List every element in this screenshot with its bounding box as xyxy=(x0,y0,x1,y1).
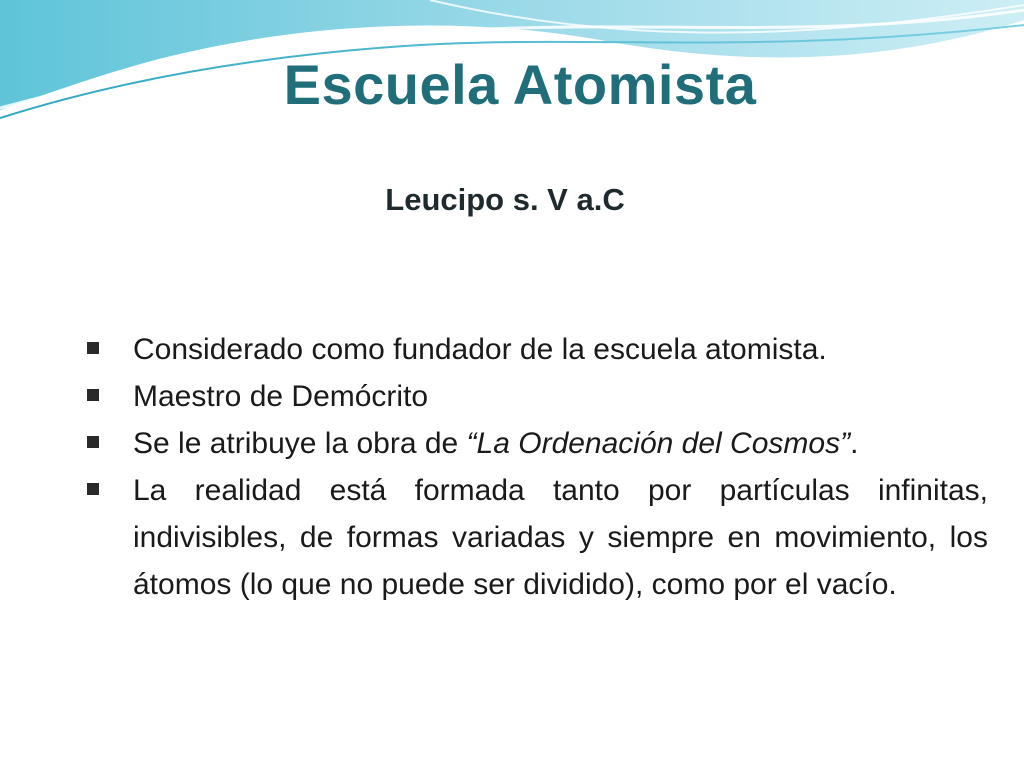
bullet-text: La realidad está formada tanto por partículas infinitas, indivisibles, de formas variadas y siempre en movimiento, los átomos (lo que no puede ser dividido), como por el vacío. xyxy=(133,474,988,601)
bullet-item xyxy=(85,373,988,420)
bullet-item xyxy=(85,467,988,608)
bullet-text: Considerado como fundador de la escuela atomista. xyxy=(133,333,827,366)
bullet-item xyxy=(85,420,988,467)
square-bullet-icon xyxy=(87,389,99,401)
bullet-text-suffix: . xyxy=(850,427,859,460)
bullet-text: Maestro de Demócrito xyxy=(133,380,429,413)
square-bullet-icon xyxy=(87,483,99,495)
bullet-text xyxy=(133,427,858,460)
bullet-item xyxy=(85,326,988,373)
square-bullet-icon xyxy=(87,342,99,354)
slide-subtitle: Leucipo s. V a.C xyxy=(385,182,625,217)
bullet-list xyxy=(85,326,988,608)
slide-title: Escuela Atomista xyxy=(283,53,757,116)
square-bullet-icon xyxy=(87,436,99,448)
bullet-text-prefix: Se le atribuye la obra de xyxy=(133,427,467,460)
work-title: “La Ordenación del Cosmos” xyxy=(466,427,851,460)
